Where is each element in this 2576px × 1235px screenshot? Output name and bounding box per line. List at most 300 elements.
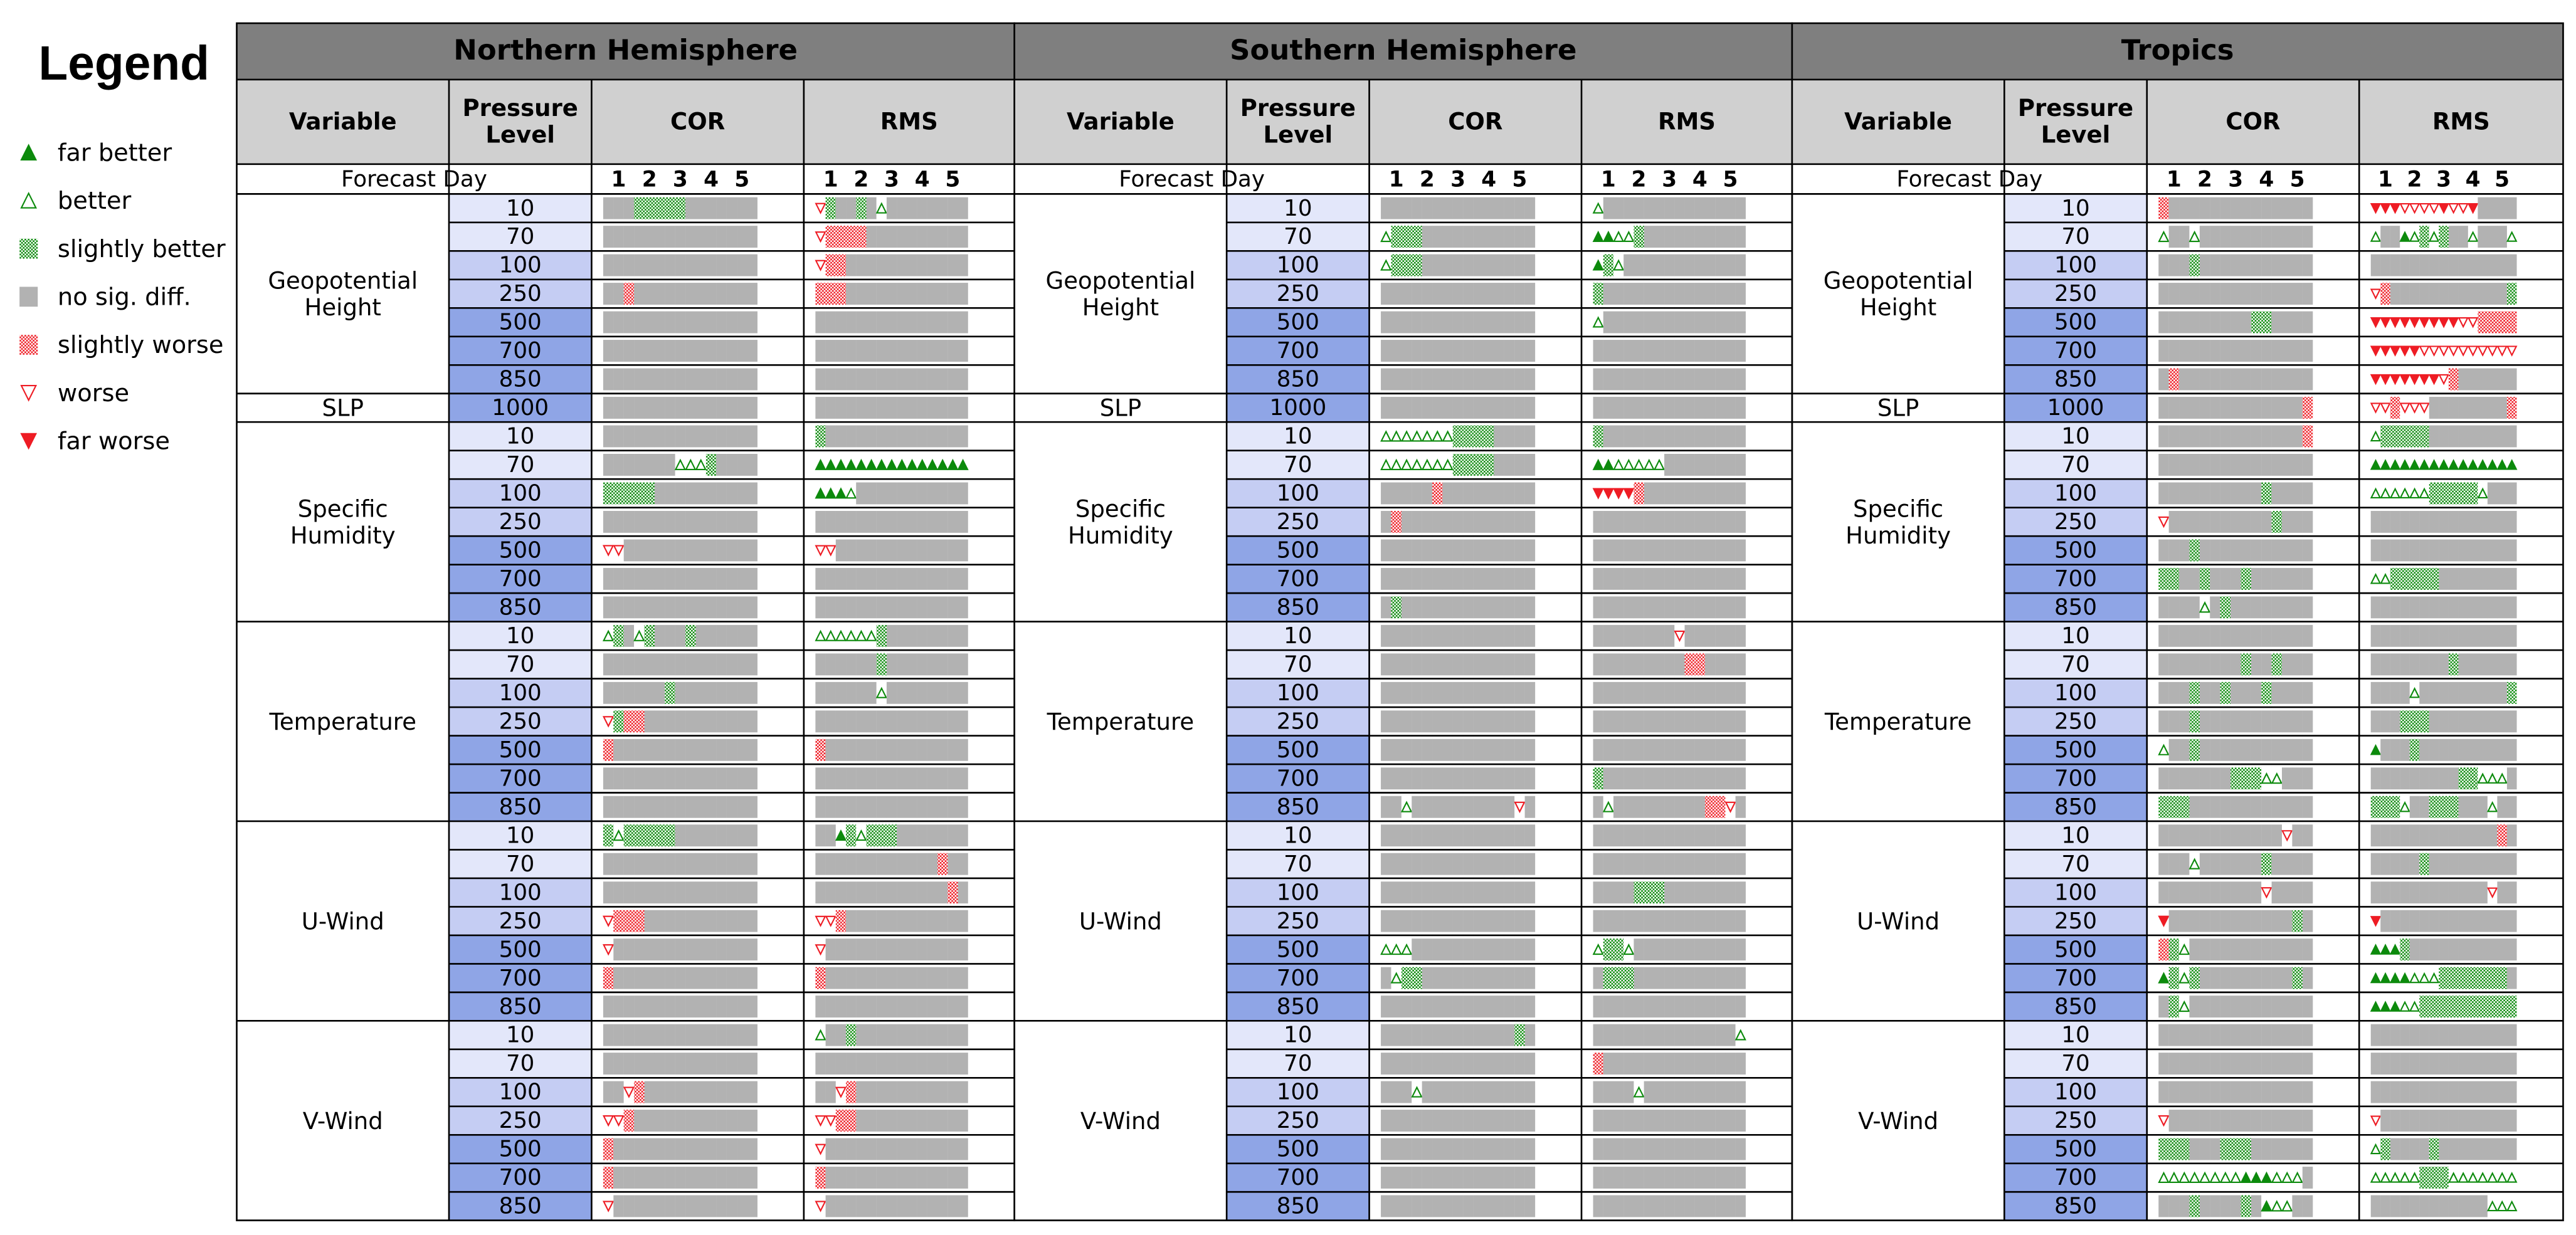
- no-diff-mark: [1484, 511, 1494, 533]
- no-diff-mark: [877, 967, 887, 989]
- no-diff-mark: [937, 996, 948, 1017]
- score-mark: [1593, 853, 1603, 875]
- score-mark: [1514, 226, 1525, 248]
- no-diff-mark: [644, 881, 655, 903]
- no-diff-mark: [675, 255, 686, 276]
- no-diff-mark: [1474, 369, 1484, 391]
- score-mark: [1685, 596, 1695, 618]
- no-diff-mark: [1463, 312, 1474, 334]
- score-cell-rms: [815, 197, 968, 219]
- no-diff-mark: [907, 197, 917, 219]
- no-diff-mark: [866, 910, 876, 932]
- slightly-better-mark: [1603, 255, 1613, 276]
- score-mark: [1494, 967, 1504, 989]
- no-diff-mark: [1442, 369, 1453, 391]
- score-mark: [624, 226, 635, 248]
- no-diff-mark: [1474, 796, 1484, 818]
- score-mark: [836, 511, 846, 533]
- no-diff-mark: [856, 312, 866, 334]
- score-mark: [907, 1110, 917, 1132]
- score-mark: [1623, 482, 1634, 504]
- no-diff-mark: [1474, 824, 1484, 846]
- no-diff-mark: [665, 881, 675, 903]
- no-diff-mark: [655, 625, 665, 647]
- no-diff-mark: [1494, 283, 1504, 305]
- no-diff-mark: [1442, 340, 1453, 362]
- no-diff-mark: [706, 1110, 717, 1132]
- no-diff-mark: [716, 625, 727, 647]
- score-mark: [695, 710, 706, 732]
- score-mark: [1484, 511, 1494, 533]
- no-diff-mark: [1725, 653, 1735, 675]
- slightly-better-mark: [644, 197, 655, 219]
- no-diff-mark: [1664, 767, 1674, 789]
- score-mark: [1736, 312, 1746, 334]
- no-diff-mark: [1674, 397, 1684, 419]
- no-diff-mark: [1705, 1024, 1715, 1046]
- score-mark: [1401, 767, 1412, 789]
- no-diff-mark: [1644, 511, 1654, 533]
- no-diff-mark: [1494, 312, 1504, 334]
- score-mark: [1634, 539, 1644, 561]
- score-mark: [716, 1196, 727, 1217]
- score-cell-cor: [1381, 255, 1535, 276]
- score-mark: [917, 226, 927, 248]
- score-mark: [1593, 340, 1603, 362]
- no-diff-mark: [846, 767, 856, 789]
- score-mark: [737, 226, 747, 248]
- score-mark: [1695, 938, 1705, 960]
- score-mark: [624, 397, 635, 419]
- score-cell-cor: [1381, 568, 1535, 590]
- score-mark: [747, 454, 757, 476]
- no-diff-mark: [907, 1138, 917, 1160]
- score-cell-cor: [1381, 312, 1535, 334]
- no-diff-mark: [937, 1196, 948, 1217]
- no-diff-mark: [1695, 312, 1705, 334]
- no-diff-mark: [695, 996, 706, 1017]
- pressure-level-label: 70: [505, 851, 535, 877]
- score-mark: [747, 1024, 757, 1046]
- score-mark: [1381, 1081, 1391, 1103]
- score-cell-cor: [1381, 682, 1535, 704]
- score-mark: [897, 482, 907, 504]
- score-mark: [856, 283, 866, 305]
- no-diff-mark: [1725, 340, 1735, 362]
- score-mark: [897, 369, 907, 391]
- no-diff-mark: [907, 625, 917, 647]
- score-mark: [937, 340, 948, 362]
- no-diff-mark: [665, 596, 675, 618]
- no-diff-mark: [1593, 397, 1603, 419]
- score-mark: [1674, 369, 1684, 391]
- score-mark: [1484, 1110, 1494, 1132]
- score-mark: [877, 824, 887, 846]
- score-mark: [716, 511, 727, 533]
- score-mark: [1725, 1167, 1735, 1189]
- no-diff-mark: [665, 739, 675, 761]
- score-cell-cor: [1381, 967, 1535, 989]
- score-mark: [1674, 454, 1684, 476]
- no-diff-mark: [1736, 511, 1746, 533]
- legend-label: slightly better: [57, 234, 226, 263]
- score-mark: [1664, 739, 1674, 761]
- score-mark: [1634, 710, 1644, 732]
- no-diff-mark: [1674, 369, 1684, 391]
- no-diff-mark: [1463, 482, 1474, 504]
- no-diff-mark: [1474, 625, 1484, 647]
- no-diff-mark: [1474, 710, 1484, 732]
- score-mark: [927, 1196, 937, 1217]
- score-mark: [1705, 767, 1715, 789]
- score-mark: [1623, 1138, 1634, 1160]
- score-mark: [958, 796, 968, 818]
- no-diff-mark: [685, 796, 696, 818]
- no-diff-mark: [644, 682, 655, 704]
- no-diff-mark: [1674, 539, 1684, 561]
- no-diff-mark: [958, 226, 968, 248]
- score-mark: [887, 1196, 897, 1217]
- no-diff-mark: [727, 596, 737, 618]
- no-diff-mark: [1442, 767, 1453, 789]
- score-mark: [665, 1138, 675, 1160]
- no-diff-mark: [826, 312, 836, 334]
- score-mark: [836, 568, 846, 590]
- no-diff-mark: [836, 426, 846, 448]
- no-diff-mark: [634, 397, 645, 419]
- score-mark: [917, 739, 927, 761]
- no-diff-mark: [877, 1138, 887, 1160]
- score-cell-rms: [815, 824, 968, 846]
- no-diff-mark: [1381, 739, 1391, 761]
- score-mark: [1634, 1196, 1644, 1217]
- score-mark: [836, 710, 846, 732]
- score-mark: [815, 482, 825, 504]
- no-diff-mark: [1695, 1110, 1705, 1132]
- score-mark: [1381, 1024, 1391, 1046]
- score-mark: [1634, 369, 1644, 391]
- no-diff-mark: [1391, 1196, 1401, 1217]
- score-mark: [897, 853, 907, 875]
- no-diff-mark: [1674, 1138, 1684, 1160]
- no-diff-mark: [1504, 853, 1515, 875]
- no-diff-mark: [1715, 910, 1725, 932]
- slightly-better-mark: [887, 824, 897, 846]
- no-diff-mark: [727, 739, 737, 761]
- score-mark: [1381, 625, 1391, 647]
- score-cell-cor: [1381, 1167, 1535, 1189]
- score-mark: [887, 255, 897, 276]
- no-diff-mark: [1603, 568, 1613, 590]
- no-diff-mark: [695, 226, 706, 248]
- score-mark: [1593, 397, 1603, 419]
- score-mark: [948, 1081, 958, 1103]
- no-diff-mark: [927, 397, 937, 419]
- no-diff-mark: [887, 710, 897, 732]
- score-mark: [1603, 1024, 1613, 1046]
- score-mark: [815, 710, 825, 732]
- pressure-level-label: 70: [1284, 851, 1312, 877]
- slightly-better-mark: [1484, 426, 1494, 448]
- slightly-worse-mark: [836, 1110, 846, 1132]
- score-mark: [1412, 312, 1422, 334]
- no-diff-mark: [937, 1053, 948, 1075]
- no-diff-mark: [1725, 625, 1735, 647]
- score-mark: [927, 340, 937, 362]
- no-diff-mark: [927, 796, 937, 818]
- score-mark: [958, 938, 968, 960]
- score-mark: [716, 739, 727, 761]
- no-diff-mark: [706, 996, 717, 1017]
- no-diff-mark: [1463, 397, 1474, 419]
- no-diff-mark: [1453, 283, 1464, 305]
- score-mark: [727, 682, 737, 704]
- no-diff-mark: [747, 1081, 757, 1103]
- score-mark: [1613, 255, 1623, 276]
- score-mark: [1474, 682, 1484, 704]
- no-diff-mark: [634, 539, 645, 561]
- score-mark: [815, 739, 825, 761]
- no-diff-mark: [856, 482, 866, 504]
- no-diff-mark: [1664, 197, 1674, 219]
- no-diff-mark: [866, 426, 876, 448]
- no-diff-mark: [716, 568, 727, 590]
- no-diff-mark: [1613, 625, 1623, 647]
- no-diff-mark: [675, 312, 686, 334]
- score-mark: [1412, 739, 1422, 761]
- score-mark: [815, 996, 825, 1017]
- score-mark: [1412, 369, 1422, 391]
- no-diff-mark: [1644, 1138, 1654, 1160]
- score-mark: [1613, 653, 1623, 675]
- no-diff-mark: [1593, 996, 1603, 1017]
- score-cell-rms: [815, 596, 968, 618]
- score-mark: [927, 482, 937, 504]
- score-mark: [613, 1167, 624, 1189]
- pressure-level-label: 70: [1284, 651, 1312, 678]
- score-mark: [1644, 1081, 1654, 1103]
- no-diff-mark: [1634, 796, 1644, 818]
- score-cell-cor: [603, 197, 757, 219]
- no-diff-mark: [1623, 710, 1634, 732]
- score-mark: [1474, 853, 1484, 875]
- score-mark: [1634, 482, 1644, 504]
- no-diff-mark: [1381, 482, 1391, 504]
- score-mark: [1391, 1024, 1401, 1046]
- score-mark: [1484, 967, 1494, 989]
- score-mark: [1725, 369, 1735, 391]
- score-mark: [856, 938, 866, 960]
- score-mark: [815, 369, 825, 391]
- no-diff-mark: [1634, 996, 1644, 1017]
- score-mark: [1412, 1110, 1422, 1132]
- no-diff-mark: [927, 596, 937, 618]
- score-mark: [1654, 1053, 1664, 1075]
- score-mark: [937, 511, 948, 533]
- no-diff-mark: [716, 197, 727, 219]
- pressure-level-label: 700: [1276, 338, 1319, 364]
- no-diff-mark: [866, 340, 876, 362]
- no-diff-mark: [1695, 1024, 1705, 1046]
- no-diff-mark: [958, 1167, 968, 1189]
- score-mark: [1504, 1196, 1515, 1217]
- score-mark: [856, 1110, 866, 1132]
- score-mark: [1474, 1053, 1484, 1075]
- score-mark: [1494, 1081, 1504, 1103]
- no-diff-mark: [907, 511, 917, 533]
- score-mark: [1463, 1196, 1474, 1217]
- score-mark: [1442, 1081, 1453, 1103]
- slightly-better-mark: [624, 482, 635, 504]
- score-mark: [624, 710, 635, 732]
- no-diff-mark: [1623, 539, 1634, 561]
- score-mark: [1725, 511, 1735, 533]
- score-mark: [747, 197, 757, 219]
- score-mark: [1494, 824, 1504, 846]
- score-mark: [1401, 426, 1412, 448]
- no-diff-mark: [1422, 1138, 1433, 1160]
- score-mark: [1715, 853, 1725, 875]
- score-mark: [1674, 625, 1684, 647]
- score-mark: [1474, 426, 1484, 448]
- no-diff-mark: [716, 796, 727, 818]
- no-diff-mark: [1525, 796, 1536, 818]
- score-mark: [1674, 881, 1684, 903]
- no-diff-mark: [655, 710, 665, 732]
- no-diff-mark: [1674, 739, 1684, 761]
- score-mark: [815, 767, 825, 789]
- no-diff-mark: [1705, 853, 1715, 875]
- no-diff-mark: [1494, 1138, 1504, 1160]
- no-diff-mark: [1715, 397, 1725, 419]
- no-diff-mark: [897, 767, 907, 789]
- score-mark: [655, 767, 665, 789]
- no-diff-mark: [1453, 967, 1464, 989]
- score-mark: [685, 283, 696, 305]
- no-diff-mark: [1504, 967, 1515, 989]
- no-diff-mark: [1603, 1053, 1613, 1075]
- score-mark: [1422, 739, 1433, 761]
- score-mark: [685, 767, 696, 789]
- slightly-worse-mark: [634, 1081, 645, 1103]
- score-mark: [1504, 397, 1515, 419]
- no-diff-mark: [877, 283, 887, 305]
- score-mark: [836, 767, 846, 789]
- no-diff-mark: [655, 653, 665, 675]
- day-tick-rms: 1: [1600, 167, 1616, 192]
- no-diff-mark: [1736, 910, 1746, 932]
- no-diff-mark: [1525, 454, 1536, 476]
- score-mark: [1381, 1138, 1391, 1160]
- score-mark: [624, 568, 635, 590]
- score-mark: [603, 596, 614, 618]
- forecast-day-label: Forecast Day: [1119, 166, 1265, 192]
- score-mark: [644, 1110, 655, 1132]
- no-diff-mark: [1674, 454, 1684, 476]
- score-mark: [836, 482, 846, 504]
- no-diff-mark: [1715, 1110, 1725, 1132]
- score-mark: [634, 426, 645, 448]
- pressure-level-label: 10: [505, 423, 535, 449]
- score-mark: [695, 312, 706, 334]
- score-mark: [1494, 1110, 1504, 1132]
- no-diff-mark: [695, 1110, 706, 1132]
- no-diff-mark: [897, 938, 907, 960]
- score-cell-cor: [1381, 426, 1535, 448]
- no-diff-mark: [1705, 824, 1715, 846]
- score-mark: [1494, 255, 1504, 276]
- no-diff-mark: [1644, 938, 1654, 960]
- no-diff-mark: [948, 1138, 958, 1160]
- no-diff-mark: [1613, 881, 1623, 903]
- score-mark: [1613, 881, 1623, 903]
- no-diff-mark: [1463, 824, 1474, 846]
- slightly-better-mark: [1391, 226, 1401, 248]
- no-diff-mark: [856, 682, 866, 704]
- no-diff-mark: [1514, 625, 1525, 647]
- score-mark: [634, 511, 645, 533]
- no-diff-mark: [1644, 539, 1654, 561]
- score-mark: [1412, 824, 1422, 846]
- no-diff-mark: [1474, 283, 1484, 305]
- no-diff-mark: [1442, 682, 1453, 704]
- no-diff-mark: [1674, 653, 1684, 675]
- score-mark: [675, 996, 686, 1017]
- score-mark: [927, 426, 937, 448]
- no-diff-mark: [1401, 1110, 1412, 1132]
- no-diff-mark: [887, 796, 897, 818]
- score-mark: [887, 853, 897, 875]
- no-diff-mark: [1736, 739, 1746, 761]
- no-diff-mark: [1442, 938, 1453, 960]
- score-mark: [1664, 625, 1674, 647]
- no-diff-mark: [1593, 739, 1603, 761]
- score-cell-cor: [1381, 824, 1535, 846]
- score-cell-rms: [815, 682, 968, 704]
- no-diff-mark: [1695, 482, 1705, 504]
- no-diff-mark: [1736, 312, 1746, 334]
- score-mark: [706, 996, 717, 1017]
- score-mark: [1715, 1110, 1725, 1132]
- no-diff-mark: [706, 283, 717, 305]
- no-diff-mark: [1674, 568, 1684, 590]
- no-diff-mark: [1634, 739, 1644, 761]
- score-mark: [1391, 1053, 1401, 1075]
- no-diff-mark: [1674, 426, 1684, 448]
- no-diff-mark: [1422, 853, 1433, 875]
- no-diff-mark: [1705, 682, 1715, 704]
- score-mark: [1634, 1167, 1644, 1189]
- score-mark: [1613, 1053, 1623, 1075]
- score-mark: [1412, 511, 1422, 533]
- score-mark: [1412, 226, 1422, 248]
- score-mark: [685, 1053, 696, 1075]
- no-diff-mark: [897, 426, 907, 448]
- slightly-worse-mark: [1593, 1053, 1603, 1075]
- no-diff-mark: [1634, 426, 1644, 448]
- no-diff-mark: [1525, 397, 1536, 419]
- no-diff-mark: [1401, 397, 1412, 419]
- no-diff-mark: [1514, 283, 1525, 305]
- score-mark: [603, 996, 614, 1017]
- no-diff-mark: [1494, 426, 1504, 448]
- no-diff-mark: [1525, 1024, 1536, 1046]
- no-diff-mark: [706, 426, 717, 448]
- score-mark: [948, 996, 958, 1017]
- no-diff-mark: [897, 739, 907, 761]
- score-mark: [1715, 1024, 1725, 1046]
- no-diff-mark: [603, 596, 614, 618]
